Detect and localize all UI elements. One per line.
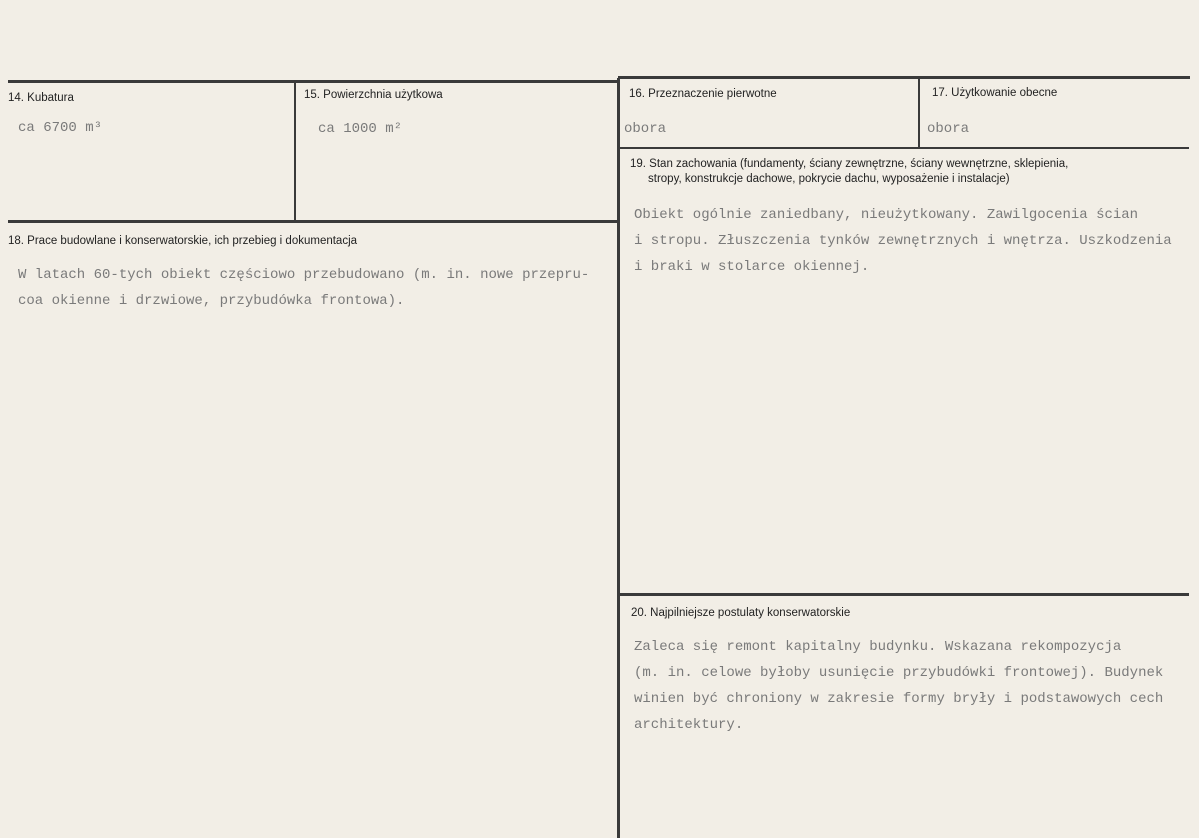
field-20-line: (m. in. celowe byłoby usunięcie przybudówki frontowej). Budynek — [634, 665, 1164, 681]
field-14-value: ca 6700 m³ — [18, 120, 103, 136]
top-rule-right — [618, 76, 1190, 79]
top-rule-left — [8, 80, 618, 83]
field-15-label: 15. Powierzchnia użytkowa — [304, 89, 443, 101]
field-20-text — [634, 634, 1163, 738]
field-19-label-line-2: stropy, konstrukcje dachowe, pokrycie dachu, wyposażenie i instalacje) — [648, 173, 1010, 185]
field-18-line: W latach 60-tych obiekt częściowo przebudowano (m. in. nowe przepru- — [18, 267, 590, 283]
field-16-label: 16. Przeznaczenie pierwotne — [629, 88, 777, 100]
divider-16-17 — [918, 78, 920, 148]
field-20-line: Zaleca się remont kapitalny budynku. Wskazana rekompozycja — [634, 639, 1122, 655]
rule-above-18 — [8, 220, 618, 223]
field-19-text — [634, 202, 1172, 280]
rule-above-20 — [619, 593, 1189, 596]
field-15-value: ca 1000 m² — [318, 121, 403, 137]
field-19-line: i stropu. Złuszczenia tynków zewnętrznych i wnętrza. Uszkodzenia — [634, 233, 1172, 249]
field-20-line: architektury. — [634, 717, 744, 733]
field-14-label: 14. Kubatura — [8, 92, 74, 104]
field-17-label: 17. Użytkowanie obecne — [932, 87, 1058, 99]
field-18-text — [18, 262, 589, 314]
field-16-value: obora — [624, 121, 667, 137]
field-17-value: obora — [927, 121, 970, 137]
field-19-label-line-1: 19. Stan zachowania (fundamenty, ściany zewnętrzne, ściany wewnętrzne, sklepienia, — [630, 158, 1069, 170]
divider-14-15 — [294, 82, 296, 222]
field-18-label: 18. Prace budowlane i konserwatorskie, ich przebieg i dokumentacja — [8, 235, 358, 247]
center-divider — [617, 78, 620, 838]
field-19-line: i braki w stolarce okiennej. — [634, 259, 870, 275]
field-20-label: 20. Najpilniejsze postulaty konserwatorskie — [631, 607, 851, 619]
rule-above-19 — [619, 147, 1189, 149]
field-20-line: winien być chroniony w zakresie formy bryły i podstawowych cech — [634, 691, 1164, 707]
field-18-line: coa okienne i drzwiowe, przybudówka frontowa). — [18, 293, 405, 309]
field-19-line: Obiekt ogólnie zaniedbany, nieużytkowany. Zawilgocenia ścian — [634, 207, 1139, 223]
